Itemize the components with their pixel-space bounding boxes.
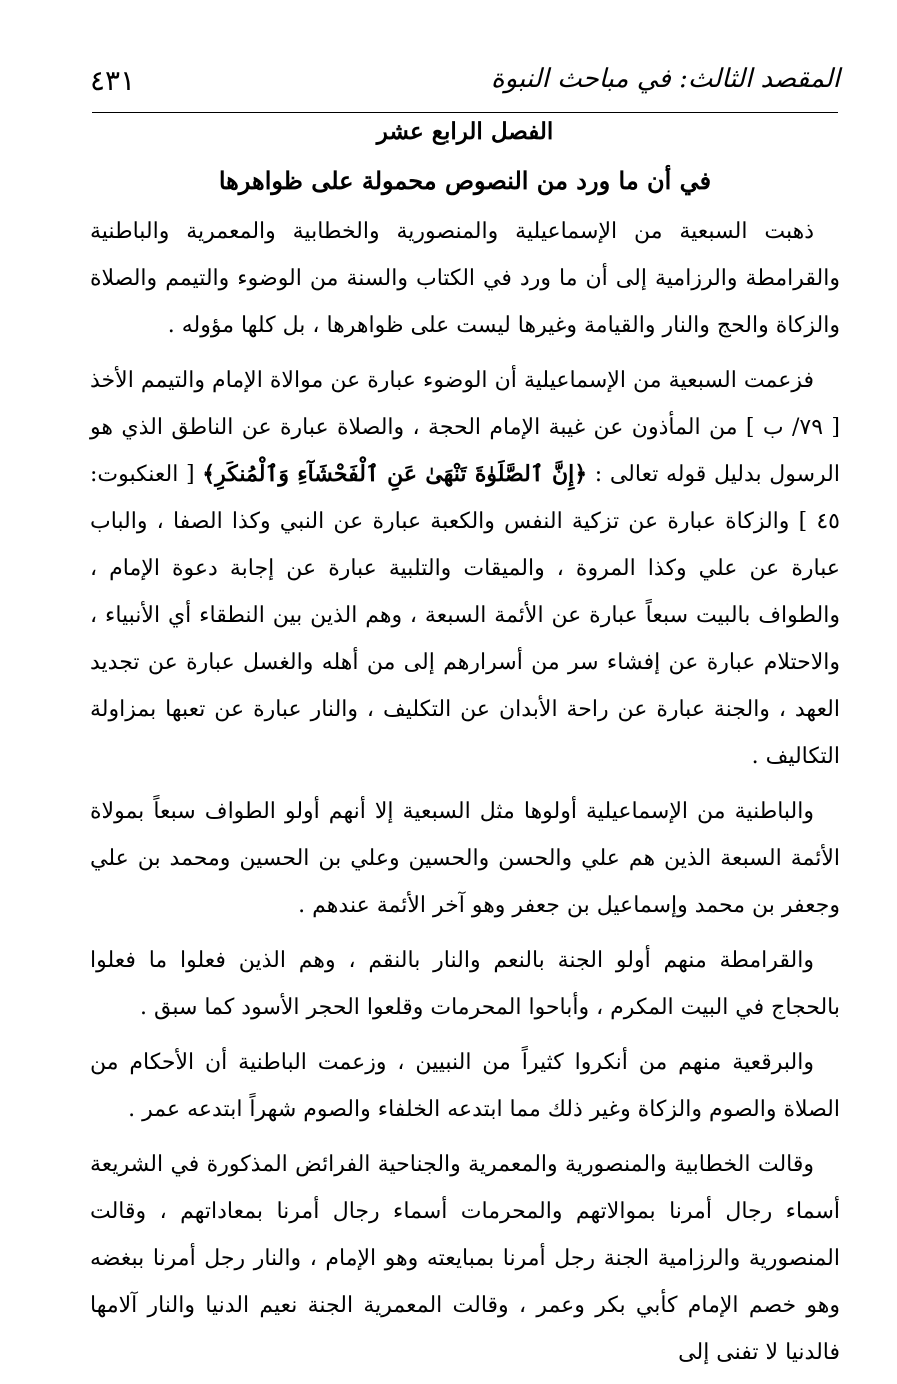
- quran-verse: ﴿إِنَّ ٱلصَّلَوٰةَ تَنْهَىٰ عَنِ ٱلْفَحْشَآءِ وَٱلْمُنكَرِ﴾: [202, 461, 588, 487]
- paragraph-3: والباطنية من الإسماعيلية أولوها مثل السبعية إلا أنهم أولو الطواف سبعاً بمولاة الأئمة السبعة الذين هم علي والحسن والحسين وعلي بن الحسين ومحمد بن علي وجعفر بن محمد وإسماعيل بن جعفر وهو آخر الأئمة عندهم .: [90, 799, 840, 918]
- body-text: [90, 208, 840, 1384]
- paragraph-2-rest: [ العنكبوت: ٤٥ ] والزكاة عبارة عن تزكية النفس والكعبة عبارة عن النبي وكذا الصفا ، والباب عبارة عن علي وكذا المروة ، والميقات والتلبية عبارة عن إجابة دعوة الإمام ، والطواف بالبيت سبعاً عبارة عن الأئمة السبعة ، وهم الذين بين النطقاء أي الأنبياء ، والاحتلام عبارة عن إفشاء سر من أسرارهم إلى من أهله والغسل عبارة عن تجديد العهد ، والجنة عبارة عن راحة الأبدان عن التكليف ، والنار عبارة عن تعبها بمزاولة التكاليف .: [90, 462, 840, 769]
- page-header: [90, 58, 840, 108]
- header-rule: [92, 112, 838, 113]
- page-number: ٤٣١: [90, 64, 136, 97]
- paragraph-6: وقالت الخطابية والمنصورية والمعمرية والجناحية الفرائض المذكورة في الشريعة أسماء رجال أمرنا بموالاتهم والمحرمات أسماء رجال أمرنا بمعاداتهم ، وقالت المنصورية والرزامية الجنة رجل أمرنا بمبايعته وهو الإمام ، والنار رجل أمرنا ببغضه وهو خصم الإمام كأبي بكر وعمر ، وقالت المعمرية الجنة نعيم الدنيا والنار آلامها فالدنيا لا تفنى إلى: [90, 1152, 840, 1365]
- paragraph-2-intro: فزعمت السبعية من الإسماعيلية أن الوضوء عبارة عن موالاة الإمام والتيمم الأخذ [ ٧٩/ ب ] من المأذون عن غيبة الإمام الحجة ، والصلاة عبارة عن الناطق الذي هو الرسول بدليل قوله تعالى :: [90, 368, 840, 487]
- paragraph-5: والبرقعية منهم من أنكروا كثيراً من النبيين ، وزعمت الباطنية أن الأحكام من الصلاة والصوم والزكاة وغير ذلك مما ابتدعه الخلفاء والصوم شهراً ابتدعه عمر .: [90, 1050, 840, 1122]
- chapter-title: الفصل الرابع عشر: [376, 118, 554, 145]
- paragraph-1: ذهبت السبعية من الإسماعيلية والمنصورية والخطابية والمعمرية والباطنية والقرامطة والرزامية إلى أن ما ورد في الكتاب والسنة من الوضوء والتيمم والصلاة والزكاة والحج والنار والقيامة وغيرها ليست على ظواهرها ، بل كلها مؤوله .: [90, 219, 840, 338]
- paragraph-2: [90, 357, 840, 780]
- chapter-subtitle: في أن ما ورد من النصوص محمولة على ظواهرها: [218, 166, 712, 195]
- running-title: المقصد الثالث: في مباحث النبوة: [491, 64, 840, 94]
- paragraph-4: والقرامطة منهم أولو الجنة بالنعم والنار بالنقم ، وهم الذين فعلوا ما فعلوا بالحجاج في البيت المكرم ، وأباحوا المحرمات وقلعوا الحجر الأسود كما سبق .: [90, 948, 840, 1020]
